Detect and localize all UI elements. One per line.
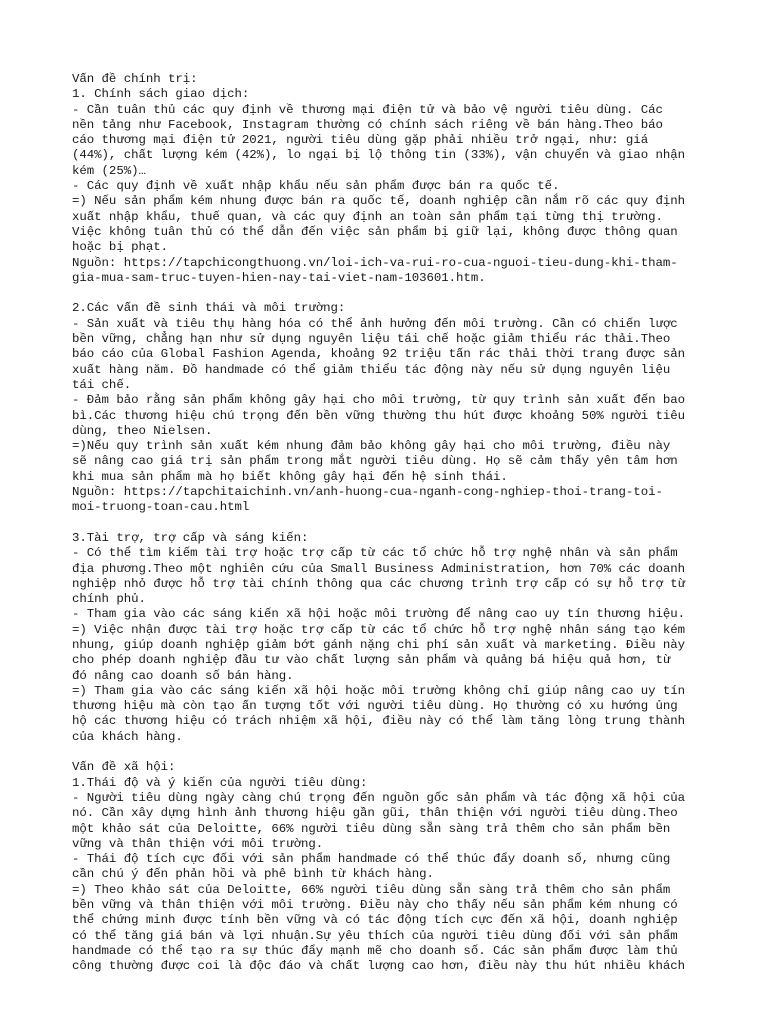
text-line: (44%), chất lượng kém (42%), lo ngại bị lộ thông tin (33%), vận chuyển và giao nhận bbox=[72, 148, 686, 163]
text-line: Việc không tuân thủ có thể dẫn đến việc sản phẩm bị giữ lại, không được thông quan bbox=[72, 224, 678, 239]
text-line: Nguồn: https://tapchicongthuong.vn/loi-ich-va-rui-ro-cua-nguoi-tieu-dung-khi-tham- bbox=[72, 255, 678, 270]
text-line: cần chú ý đến phản hồi và phê bình từ khách hàng. bbox=[72, 867, 434, 882]
text-line: dùng, theo Nielsen. bbox=[72, 423, 213, 438]
text-line: công thường được coi là độc đáo và chất lượng cao hơn, điều này thu hút nhiều khách bbox=[72, 959, 686, 974]
text-line: cáo thương mại điện tử 2021, người tiêu dùng gặp phải nhiều trở ngại, như: giá bbox=[72, 133, 649, 148]
text-line: 1. Chính sách giao dịch: bbox=[72, 87, 250, 102]
text-line: địa phương.Theo một nghiên cứu của Small Business Administration, hơn 70% các doanh bbox=[72, 561, 686, 576]
text-line: hoặc bị phạt. bbox=[72, 240, 169, 255]
text-line: =)Nếu quy trình sản xuất kém nhung đảm bảo không gây hại cho môi trường, điều này bbox=[72, 439, 671, 454]
text-line: nghiệp nhỏ được hỗ trợ tài chính thông qua các chương trình trợ cấp có sự hỗ trợ từ bbox=[72, 576, 686, 591]
text-line: 3.Tài trợ, trợ cấp và sáng kiến: bbox=[72, 530, 309, 545]
text-line: - Có thể tìm kiếm tài trợ hoặc trợ cấp từ các tổ chức hỗ trợ nghệ nhân và sản phẩm bbox=[72, 546, 678, 561]
text-line: báo cáo của Global Fashion Agenda, khoảng 92 triệu tấn rác thải thời trang được sản bbox=[72, 347, 686, 362]
text-line: handmade có thể tạo ra sự thúc đẩy mạnh mẽ cho doanh số. Các sản phẩm được làm thủ bbox=[72, 943, 678, 958]
text-line: hộ các thương hiệu có trách nhiệm xã hội, điều này có thể làm tăng lòng trung thành bbox=[72, 714, 686, 729]
text-line: =) Theo khảo sát của Deloitte, 66% người tiêu dùng sẵn sàng trả thêm cho sản phẩm bbox=[72, 882, 671, 897]
text-line: =) Tham gia vào các sáng kiến xã hội hoặc môi trường không chỉ giúp nâng cao uy tín bbox=[72, 683, 686, 698]
text-line: - Sản xuất và tiêu thụ hàng hóa có thể ảnh hưởng đến môi trường. Cần có chiến lược bbox=[72, 316, 678, 331]
text-line: bền vững, chẳng hạn như sử dụng nguyên liệu tái chế hoặc giảm thiểu rác thải.Theo bbox=[72, 332, 671, 347]
text-line: tái chế. bbox=[72, 377, 132, 392]
text-line: =) Nếu sản phẩm kém nhung được bán ra quốc tế, doanh nghiệp cần nắm rõ các quy định bbox=[72, 194, 686, 209]
text-line: kém (25%)… bbox=[72, 163, 146, 178]
text-line: nền tảng như Facebook, Instagram thường có chính sách riêng về bán hàng.Theo báo bbox=[72, 117, 663, 132]
text-line: - Các quy định về xuất nhập khẩu nếu sản phẩm được bán ra quốc tế. bbox=[72, 179, 560, 194]
text-line: Nguồn: https://tapchitaichinh.vn/anh-huong-cua-nganh-cong-nghiep-thoi-trang-toi- bbox=[72, 485, 663, 500]
text-line: có thể tăng giá bán và lợi nhuận.Sự yêu thích của người tiêu dùng đối với sản phẩm bbox=[72, 928, 678, 943]
text-line: đó nâng cao doanh số bán hàng. bbox=[72, 668, 294, 683]
text-line: - Đảm bảo rằng sản phẩm không gây hại cho môi trường, từ quy trình sản xuất đến bao bbox=[72, 393, 686, 408]
text-line: Vấn đề chính trị: bbox=[72, 72, 198, 86]
text-line: một khảo sát của Deloitte, 66% người tiêu dùng sẵn sàng trả thêm cho sản phẩm bền bbox=[72, 821, 671, 836]
text-line: xuất nhập khẩu, thuế quan, và các quy định an toàn sản phẩm tại từng thị trường. bbox=[72, 209, 663, 224]
text-line: =) Việc nhận được tài trợ hoặc trợ cấp từ các tổ chức hỗ trợ nghệ nhân sáng tạo kém bbox=[72, 622, 686, 637]
blank-line bbox=[72, 286, 702, 301]
document-body bbox=[72, 72, 702, 975]
text-line: thể chứng minh được tính bền vững và có tác động tích cực đến xã hội, doanh nghiệp bbox=[72, 913, 678, 928]
text-line: - Thái độ tích cực đối với sản phẩm handmade có thể thúc đẩy doanh số, nhưng cũng bbox=[72, 852, 671, 867]
blank-line bbox=[72, 745, 702, 760]
text-line: khi mua sản phẩm mà họ biết không gây hại đến hệ sinh thái. bbox=[72, 469, 508, 484]
text-line: 2.Các vấn đề sinh thái và môi trường: bbox=[72, 301, 346, 316]
text-line: bì.Các thương hiệu chú trọng đến bền vững thường thu hút được khoảng 50% người tiêu bbox=[72, 408, 686, 423]
text-line: xuất hàng năm. Đồ handmade có thể giảm thiểu tác động này nếu sử dụng nguyên liệu bbox=[72, 362, 671, 377]
text-line: sẽ nâng cao giá trị sản phẩm trong mắt người tiêu dùng. Họ sẽ cảm thấy yên tâm hơn bbox=[72, 454, 678, 469]
text-line: 1.Thái độ và ý kiến của người tiêu dùng: bbox=[72, 775, 368, 790]
text-line: nhung, giúp doanh nghiệp giảm bớt gánh nặng chi phí sản xuất và marketing. Điều này bbox=[72, 637, 686, 652]
blank-line bbox=[72, 516, 702, 531]
text-line: vững và thân thiện với môi trường. bbox=[72, 836, 324, 851]
text-line: bền vững và thân thiện với môi trường. Điều này cho thấy nếu sản phẩm kém nhung có bbox=[72, 898, 678, 913]
text-line: - Tham gia vào các sáng kiến xã hội hoặc môi trường để nâng cao uy tín thương hiệu. bbox=[72, 607, 686, 622]
text-line: của khách hàng. bbox=[72, 729, 183, 744]
text-line: Vấn đề xã hội: bbox=[72, 760, 176, 775]
text-line: moi-truong-toan-cau.html bbox=[72, 500, 250, 515]
text-line: - Người tiêu dùng ngày càng chú trọng đến nguồn gốc sản phẩm và tác động xã hội của bbox=[72, 790, 686, 805]
text-line: nó. Cần xây dựng hình ảnh thương hiệu gần gũi, thân thiện với người tiêu dùng.Theo bbox=[72, 806, 678, 821]
text-line: gia-mua-sam-truc-tuyen-hien-nay-tai-viet-nam-103601.htm. bbox=[72, 270, 486, 285]
text-line: cho phép doanh nghiệp đầu tư vào chất lượng sản phẩm và quảng bá hiệu quả hơn, từ bbox=[72, 653, 671, 668]
text-line: thương hiệu mà còn tạo ấn tượng tốt với người tiêu dùng. Họ thường có xu hướng ủng bbox=[72, 699, 678, 714]
text-line: chính phủ. bbox=[72, 592, 146, 607]
text-line: - Cần tuân thủ các quy định về thương mại điện tử và bảo vệ người tiêu dùng. Các bbox=[72, 102, 663, 117]
